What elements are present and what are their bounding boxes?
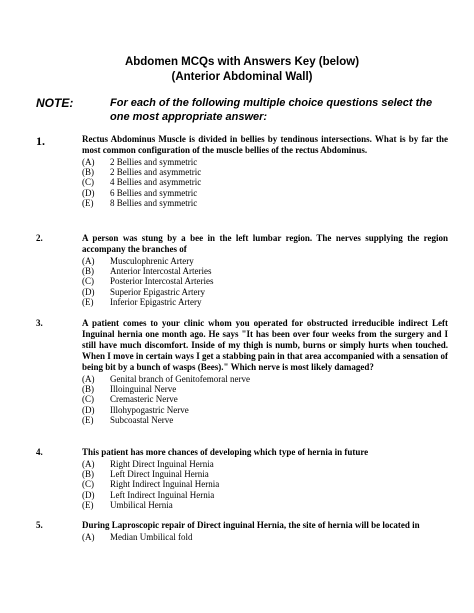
option-b: (B) Illoinguinal Nerve	[82, 384, 177, 395]
question-text: A person was stung by a bee in the left lumbar region. The nerves supplying the region accompany the branches of	[82, 233, 448, 254]
note-label: NOTE:	[36, 96, 74, 110]
option-c: (C) Right Indirect Inguinal Hernia	[82, 479, 220, 490]
option-b: (B) 2 Bellies and asymmetric	[82, 167, 202, 178]
question-1	[36, 134, 448, 208]
option-e: (E) Subcoastal Nerve	[82, 414, 174, 425]
options-list	[82, 374, 448, 425]
option-a: (A) Median Umbilical fold	[82, 532, 193, 542]
options-list	[82, 256, 448, 307]
title-line-1: Abdomen MCQs with Answers Key (below)	[124, 56, 360, 68]
options-list	[82, 459, 448, 510]
option-a: (A) Right Direct Inguinal Hernia	[82, 459, 214, 469]
option-a: (A) Genital branch of Genitofemoral nerve	[82, 374, 250, 384]
question-4	[36, 447, 448, 510]
options-list	[82, 157, 448, 208]
option-c: (C) Cremasteric Nerve	[82, 394, 178, 405]
option-c: (C) Posterior Intercostal Arteries	[82, 276, 214, 287]
question-3	[36, 318, 448, 425]
option-d: (D) Superior Epigastric Artery	[82, 286, 205, 297]
question-5	[36, 520, 448, 542]
option-d: (D) Left Indirect Inguinal Hernia	[82, 489, 215, 500]
options-list	[82, 532, 448, 542]
option-b: (B) Anterior Intercostal Arteries	[82, 266, 212, 277]
question-2	[36, 233, 448, 307]
option-a: (A) Musculophrenic Artery	[82, 256, 194, 266]
option-b: (B) Left Direct Inguinal Hernia	[82, 469, 209, 480]
option-c: (C) 4 Bellies and asymmetric	[82, 177, 202, 188]
title-line-2: (Anterior Abdominal Wall)	[171, 71, 313, 83]
option-d: (D) Illohypogastric Nerve	[82, 404, 189, 415]
option-d: (D) 6 Bellies and symmetric	[82, 187, 198, 198]
question-text: A patient comes to your clinic whom you operated for obstructed irreducible indirect Left Inguinal hernia one month ago. He says "It has been over four weeks from the surgery and I still have much discomfort. Inside of my thigh is numb, burns or simply hurts when touched. When I move in certain ways I get a stabbing pain in that area accompanied with a sensation of being bit by a bunch of wasps (Bees)." Which nerve is most likely damaged?	[82, 318, 448, 372]
question-number: 4.	[36, 447, 43, 457]
document-title	[0, 55, 474, 85]
question-number: 5.	[36, 520, 43, 530]
option-e: (E) 8 Bellies and symmetric	[82, 197, 198, 208]
question-text: Rectus Abdominus Muscle is divided in bellies by tendinous intersections. What is by far the most common configuration of the muscle bellies of the rectus Abdominus.	[82, 134, 448, 155]
question-number: 1.	[36, 134, 45, 148]
question-number: 2.	[36, 233, 43, 243]
option-e: (E) Inferior Epigastric Artery	[82, 296, 202, 307]
option-e: (E) Umbilical Hernia	[82, 499, 173, 510]
option-a: (A) 2 Bellies and symmetric	[82, 157, 198, 167]
note-text: For each of the following multiple choice questions select the one most appropriate answer:	[110, 97, 433, 123]
question-number: 3.	[36, 318, 43, 328]
question-text: During Laproscopic repair of Direct inguinal Hernia, the site of hernia will be located in	[82, 520, 420, 530]
question-text: This patient has more chances of developing which type of hernia in future	[82, 447, 369, 457]
